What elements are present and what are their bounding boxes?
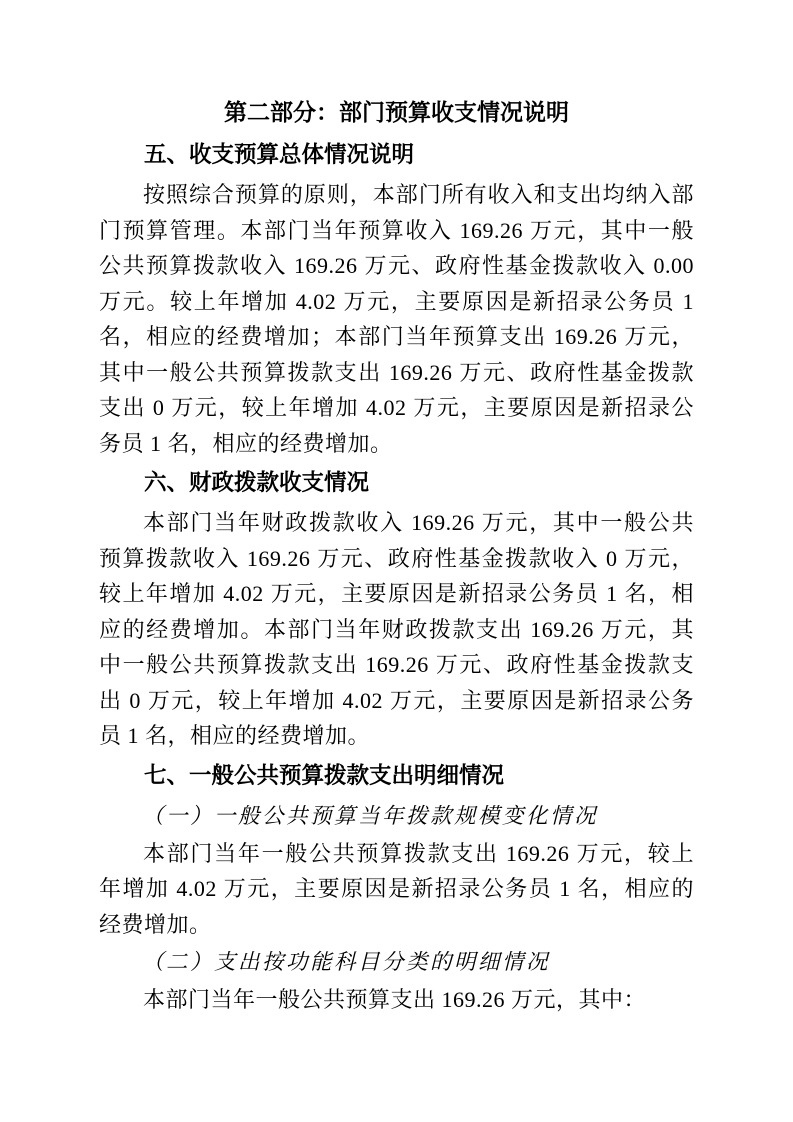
paragraph-line: 应的经费增加。本部门当年财政拨款支出 169.26 万元，其 — [99, 616, 694, 642]
paragraph-function-detail — [99, 982, 694, 1018]
paragraph-line: 出 0 万元，较上年增加 4.02 万元，主要原因是新招录公务 — [99, 687, 694, 713]
paragraph-line: 经费增加。 — [99, 911, 212, 937]
paragraph-line: 本部门当年一般公共预算支出 169.26 万元，其中： — [143, 987, 647, 1012]
paragraph-line: 中一般公共预算拨款支出 169.26 万元、政府性基金拨款支 — [99, 652, 694, 677]
paragraph-line: 务员 1 名，相应的经费增加。 — [99, 430, 393, 456]
paragraph-scale-change — [99, 836, 694, 943]
paragraph-line: 万元。较上年增加 4.02 万元，主要原因是新招录公务员 1 — [99, 288, 694, 314]
section-heading-7: 七、一般公共预算拨款支出明细情况 — [144, 762, 505, 788]
paragraph-line: 其中一般公共预算拨款支出 169.26 万元、政府性基金拨款 — [99, 359, 694, 385]
section-heading-6: 六、财政拨款收支情况 — [144, 470, 370, 495]
paragraph-line: 本部门当年一般公共预算拨款支出 169.26 万元，较上 — [143, 840, 694, 866]
paragraph-line: 按照综合预算的原则，本部门所有收入和支出均纳入部 — [143, 182, 694, 207]
paragraph-line: 公共预算拨款收入 169.26 万元、政府性基金拨款收入 0.00 — [99, 253, 694, 278]
paragraph-fiscal-appropriation — [99, 505, 694, 754]
paragraph-line: 名，相应的经费增加；本部门当年预算支出 169.26 万元， — [99, 324, 694, 349]
document-title: 第二部分：部门预算收支情况说明 — [224, 99, 569, 125]
paragraph-line: 较上年增加 4.02 万元，主要原因是新招录公务员 1 名，相 — [99, 581, 694, 606]
paragraph-line: 门预算管理。本部门当年预算收入 169.26 万元，其中一般 — [99, 217, 694, 243]
paragraph-line: 预算拨款收入 169.26 万元、政府性基金拨款收入 0 万元， — [99, 545, 694, 571]
section-heading-5: 五、收支预算总体情况说明 — [144, 142, 415, 167]
paragraph-line: 员 1 名，相应的经费增加。 — [99, 723, 371, 748]
paragraph-line: 年增加 4.02 万元，主要原因是新招录公务员 1 名，相应的 — [99, 876, 694, 901]
paragraph-line: 本部门当年财政拨款收入 169.26 万元，其中一般公共 — [143, 510, 694, 535]
paragraph-line: 支出 0 万元，较上年增加 4.02 万元，主要原因是新招录公 — [99, 395, 694, 420]
subsection-heading-2: （二）支出按功能科目分类的明细情况 — [142, 950, 551, 974]
subsection-heading-1: （一）一般公共预算当年拨款规模变化情况 — [142, 803, 599, 828]
paragraph-budget-overview — [99, 177, 694, 461]
